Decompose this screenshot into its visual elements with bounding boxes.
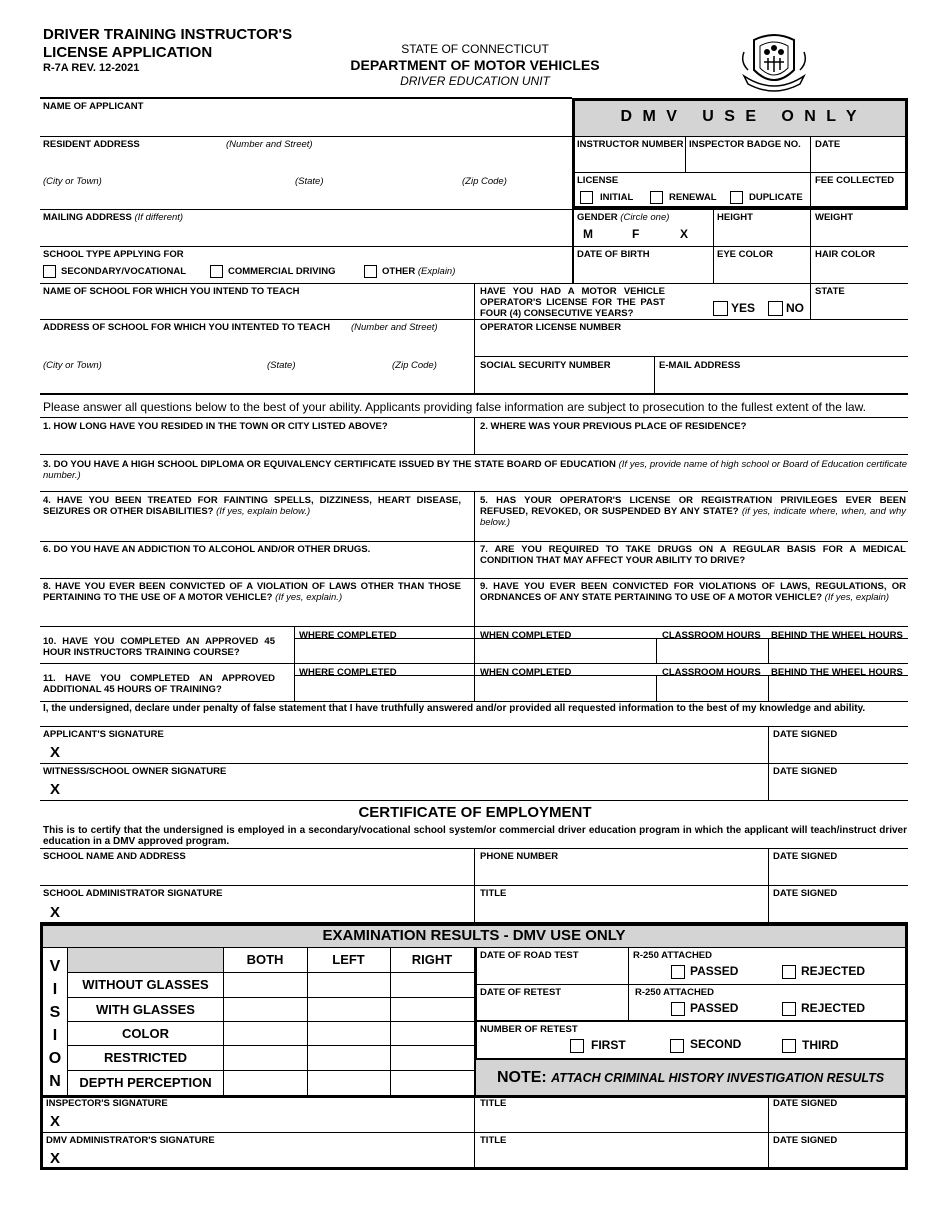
exam-note [476, 1069, 905, 1087]
retest-rejected-checkbox[interactable] [782, 1002, 796, 1016]
inspector-signature-label: INSPECTOR'S SIGNATURE [46, 1098, 168, 1109]
applicant-signature-label: APPLICANT'S SIGNATURE [43, 729, 164, 740]
other-school-label [382, 265, 455, 278]
license-state-label: STATE [815, 286, 845, 297]
retest-second-checkbox[interactable] [670, 1039, 684, 1053]
other-school-checkbox[interactable] [364, 265, 377, 278]
operator-license-label: OPERATOR LICENSE NUMBER [480, 322, 622, 333]
school-admin-signature-label: SCHOOL ADMINISTRATOR SIGNATURE [43, 888, 223, 899]
license-4yr-yes-label: YES [731, 301, 756, 315]
vision-col-left: LEFT [332, 952, 365, 967]
resident-state: (State) [295, 176, 324, 187]
question-9-note: (If yes, explain) [824, 592, 890, 603]
witness-signature-label: WITNESS/SCHOOL OWNER SIGNATURE [43, 766, 227, 777]
resident-address-label: RESIDENT ADDRESS [43, 139, 140, 150]
dmv-use-only-title: D M V U S E O N L Y [620, 108, 860, 125]
retest-second-label: SECOND [690, 1037, 742, 1051]
gender-m[interactable]: M [583, 227, 593, 241]
question-9 [480, 581, 906, 603]
eye-color-label: EYE COLOR [717, 249, 773, 260]
form-title [43, 26, 292, 62]
secondary-vocational-label: SECONDARY/VOCATIONAL [61, 266, 187, 277]
school-city: (City or Town) [43, 360, 102, 371]
question-3 [43, 459, 907, 481]
dmv-admin-signature-label: DMV ADMINISTRATOR'S SIGNATURE [46, 1135, 215, 1146]
retest-third-checkbox[interactable] [782, 1039, 796, 1053]
ssn-label: SOCIAL SECURITY NUMBER [480, 360, 611, 371]
hair-color-label: HAIR COLOR [815, 249, 876, 260]
form-title-line1: DRIVER TRAINING INSTRUCTOR'S [43, 26, 293, 43]
agency-block [300, 41, 650, 89]
school-name-address-label: SCHOOL NAME AND ADDRESS [43, 851, 186, 862]
department-name: DEPARTMENT OF MOTOR VEHICLES [350, 57, 600, 73]
question-8 [43, 581, 461, 603]
other-explain: (Explain) [417, 266, 456, 277]
secondary-vocational-checkbox[interactable] [43, 265, 56, 278]
exam-note-label: NOTE: [496, 1069, 547, 1086]
mailing-address-label [43, 212, 183, 223]
question-8-text: 8. HAVE YOU EVER BEEN CONVICTED OF A VIOLATION OF LAWS OTHER THAN THOSE PERTAINING TO THE USE OF A MOTOR VEHICLE? [43, 581, 461, 603]
gender-f[interactable]: F [632, 227, 640, 241]
mailing-label-text: MAILING ADDRESS [43, 212, 132, 223]
declaration-text: I, the undersigned, declare under penalty of false statement that I have truthfully answered and/or provided all requested information to the best of my knowledge and ability. [43, 703, 866, 714]
question-11: 11. HAVE YOU COMPLETED AN APPROVED ADDITIONAL 45 HOURS OF TRAINING? [43, 673, 275, 695]
road-test-r250-label: R-250 ATTACHED [633, 950, 712, 961]
q10-classroom-hours: CLASSROOM HOURS [662, 630, 761, 641]
inspector-date-signed-label: DATE SIGNED [773, 1098, 838, 1109]
q11-classroom-hours: CLASSROOM HOURS [662, 667, 761, 678]
q11-where-completed: WHERE COMPLETED [299, 667, 397, 678]
question-6: 6. DO YOU HAVE AN ADDICTION TO ALCOHOL AND/OR OTHER DRUGS. [43, 544, 371, 555]
vision-letter-s: S [49, 1004, 61, 1021]
number-of-retest-label: NUMBER OF RETEST [480, 1024, 578, 1035]
vision-row-restricted: RESTRICTED [103, 1050, 188, 1065]
question-1: 1. HOW LONG HAVE YOU RESIDED IN THE TOWN OR CITY LISTED ABOVE? [43, 421, 388, 432]
road-test-date-label: DATE OF ROAD TEST [480, 950, 579, 961]
witness-date-signed-label: DATE SIGNED [773, 766, 838, 777]
state-seal-icon [740, 32, 808, 92]
license-duplicate-label: DUPLICATE [749, 192, 803, 203]
questions-intro: Please answer all questions below to the best of your ability. Applicants providing false information are subject to prosecution to the fullest extent of the law. [43, 400, 866, 414]
q11-behind-wheel-hours: BEHIND THE WHEEL HOURS [771, 667, 903, 678]
motor-vehicle-license-question: HAVE YOU HAD A MOTOR VEHICLE OPERATOR'S LICENSE FOR THE PAST FOUR (4) CONSECUTIVE YEARS? [480, 286, 665, 319]
license-initial-label: INITIAL [600, 192, 634, 203]
question-3-note: (If yes, provide name of high school or Board of Education certificate number.) [43, 459, 908, 481]
question-4-text: 4. HAVE YOU BEEN TREATED FOR FAINTING SPELLS, DIZZINESS, HEART DISEASE, SEIZURES OR OTHER DISABILITIES? [43, 495, 461, 517]
witness-signature-x[interactable]: X [50, 781, 61, 798]
name-of-applicant-field[interactable] [42, 112, 570, 134]
question-3-text: 3. DO YOU HAVE A HIGH SCHOOL DIPLOMA OR EQUIVALENCY CERTIFICATE ISSUED BY THE STATE BOARD OF EDUCATION [43, 459, 616, 470]
retest-passed-checkbox[interactable] [671, 1002, 685, 1016]
question-4 [43, 495, 461, 517]
phone-number-label: PHONE NUMBER [480, 851, 559, 862]
resident-zip: (Zip Code) [462, 176, 507, 187]
q11-when-completed: WHEN COMPLETED [480, 667, 572, 678]
school-type-label: SCHOOL TYPE APPLYING FOR [43, 249, 184, 260]
commercial-driving-checkbox[interactable] [210, 265, 223, 278]
applicant-signature-x[interactable]: X [50, 744, 61, 761]
retest-rejected-label: REJECTED [801, 1001, 866, 1015]
gender-label [577, 212, 669, 223]
license-4yr-no-label: NO [786, 301, 804, 315]
cert-title-label: TITLE [480, 888, 507, 899]
question-5-text: 5. HAS YOUR OPERATOR'S LICENSE OR REGISTRATION PRIVILEGES EVER BEEN REFUSED, REVOKED, OR SUSPENDED BY ANY STATE? [480, 495, 906, 517]
question-4-note: (If yes, explain below.) [216, 506, 311, 517]
license-renewal-checkbox[interactable] [650, 191, 663, 204]
form-title-line2: LICENSE APPLICATION [43, 44, 213, 61]
school-number-street: (Number and Street) [351, 322, 438, 333]
retest-third-label: THIRD [802, 1038, 839, 1052]
question-5-note: (if yes, indicate where, when, and why below.) [480, 506, 906, 528]
license-renewal-label: RENEWAL [669, 192, 717, 203]
retest-r250-label: R-250 ATTACHED [635, 987, 714, 998]
fee-collected-label: FEE COLLECTED [815, 175, 895, 186]
vision-letter-o: O [48, 1050, 62, 1067]
road-test-rejected-checkbox[interactable] [782, 965, 796, 979]
vision-letters [43, 955, 67, 1093]
dmv-date-label: DATE [815, 139, 841, 150]
vision-letter-v: V [49, 958, 61, 975]
email-label: E-MAIL ADDRESS [659, 360, 741, 371]
vision-letter-n: N [49, 1073, 61, 1090]
retest-first-checkbox[interactable] [570, 1039, 584, 1053]
dmv-admin-signature-x[interactable]: X [50, 1150, 61, 1167]
license-4yr-yes-checkbox[interactable] [713, 301, 728, 316]
license-duplicate-checkbox[interactable] [730, 191, 743, 204]
school-zip: (Zip Code) [392, 360, 437, 371]
retest-passed-label: PASSED [690, 1001, 739, 1015]
form-number: R-7A REV. 12-2021 [43, 62, 140, 74]
question-5 [480, 495, 906, 528]
inspector-title-label: TITLE [480, 1098, 507, 1109]
resident-number-street: (Number and Street) [226, 139, 313, 150]
gender-note: (Circle one) [620, 212, 670, 223]
q10-where-completed: WHERE COMPLETED [299, 630, 397, 641]
certificate-title: CERTIFICATE OF EMPLOYMENT [358, 804, 592, 821]
question-9-text: 9. HAVE YOU EVER BEEN CONVICTED FOR VIOLATIONS OF LAWS, REGULATIONS, OR ORDNANCES OF ANY STATE PERTAINING TO USE OF A MOTOR VEHICLE? [480, 581, 906, 603]
q10-when-completed: WHEN COMPLETED [480, 630, 572, 641]
vision-col-both: BOTH [246, 952, 284, 967]
other-label-text: OTHER [382, 266, 416, 277]
inspector-badge-label: INSPECTOR BADGE NO. [689, 139, 801, 150]
instructor-number-label: INSTRUCTOR NUMBER [577, 139, 684, 150]
school-name-label: NAME OF SCHOOL FOR WHICH YOU INTEND TO TEACH [43, 286, 300, 297]
cert-date-signed-label-1: DATE SIGNED [773, 851, 838, 862]
applicant-date-signed-label: DATE SIGNED [773, 729, 838, 740]
gender-x[interactable]: X [680, 227, 689, 241]
vision-row-color: COLOR [122, 1026, 169, 1041]
unit-name: DRIVER EDUCATION UNIT [400, 74, 550, 88]
school-state: (State) [267, 360, 296, 371]
dmv-admin-date-signed-label: DATE SIGNED [773, 1135, 838, 1146]
question-8-note: (If yes, explain.) [275, 592, 343, 603]
gender-label-text: GENDER [577, 212, 618, 223]
license-label: LICENSE [577, 175, 619, 186]
question-10: 10. HAVE YOU COMPLETED AN APPROVED 45 HOUR INSTRUCTORS TRAINING COURSE? [43, 636, 275, 658]
road-test-rejected-label: REJECTED [801, 964, 866, 978]
exam-note-text: ATTACH CRIMINAL HISTORY INVESTIGATION RESULTS [551, 1071, 885, 1085]
school-admin-signature-x[interactable]: X [50, 904, 61, 921]
resident-city: (City or Town) [43, 176, 102, 187]
name-of-applicant-label: NAME OF APPLICANT [43, 101, 144, 112]
mailing-address-field[interactable] [42, 224, 570, 244]
q10-behind-wheel-hours: BEHIND THE WHEEL HOURS [771, 630, 903, 641]
commercial-driving-label: COMMERCIAL DRIVING [228, 266, 336, 277]
vision-col-right: RIGHT [411, 952, 453, 967]
vision-letter-i2: I [52, 1027, 58, 1044]
question-2: 2. WHERE WAS YOUR PREVIOUS PLACE OF RESIDENCE? [480, 421, 747, 432]
certificate-text: This is to certify that the undersigned is employed in a secondary/vocational school system/or commercial driver education program in which the applicant will teach/instruct driver education in a DMV approved program. [43, 825, 907, 847]
license-initial-checkbox[interactable] [580, 191, 593, 204]
inspector-signature-x[interactable]: X [50, 1113, 61, 1130]
exam-title: EXAMINATION RESULTS - DMV USE ONLY [322, 927, 626, 944]
school-address-label: ADDRESS OF SCHOOL FOR WHICH YOU INTENTED TO TEACH [43, 322, 331, 333]
vision-row-depth-perception: DEPTH PERCEPTION [79, 1075, 212, 1090]
road-test-passed-checkbox[interactable] [671, 965, 685, 979]
resident-address-field[interactable] [42, 150, 570, 172]
vision-row-without-glasses: WITHOUT GLASSES [82, 977, 209, 992]
retest-first-label: FIRST [591, 1038, 626, 1052]
question-7: 7. ARE YOU REQUIRED TO TAKE DRUGS ON A REGULAR BASIS FOR A MEDICAL CONDITION THAT MAY AFFECT YOUR ABILITY TO DRIVE? [480, 544, 906, 566]
cert-date-signed-label-2: DATE SIGNED [773, 888, 838, 899]
dob-label: DATE OF BIRTH [577, 249, 650, 260]
road-test-passed-label: PASSED [690, 964, 739, 978]
vision-row-with-glasses: WITH GLASSES [96, 1002, 195, 1017]
height-label: HEIGHT [717, 212, 753, 223]
vision-letter-i1: I [52, 981, 58, 998]
mailing-note: (If different) [134, 212, 184, 223]
license-4yr-no-checkbox[interactable] [768, 301, 783, 316]
retest-date-label: DATE OF RETEST [480, 987, 562, 998]
state-name: STATE OF CONNECTICUT [401, 42, 549, 56]
dmv-admin-title-label: TITLE [480, 1135, 507, 1146]
weight-label: WEIGHT [815, 212, 853, 223]
